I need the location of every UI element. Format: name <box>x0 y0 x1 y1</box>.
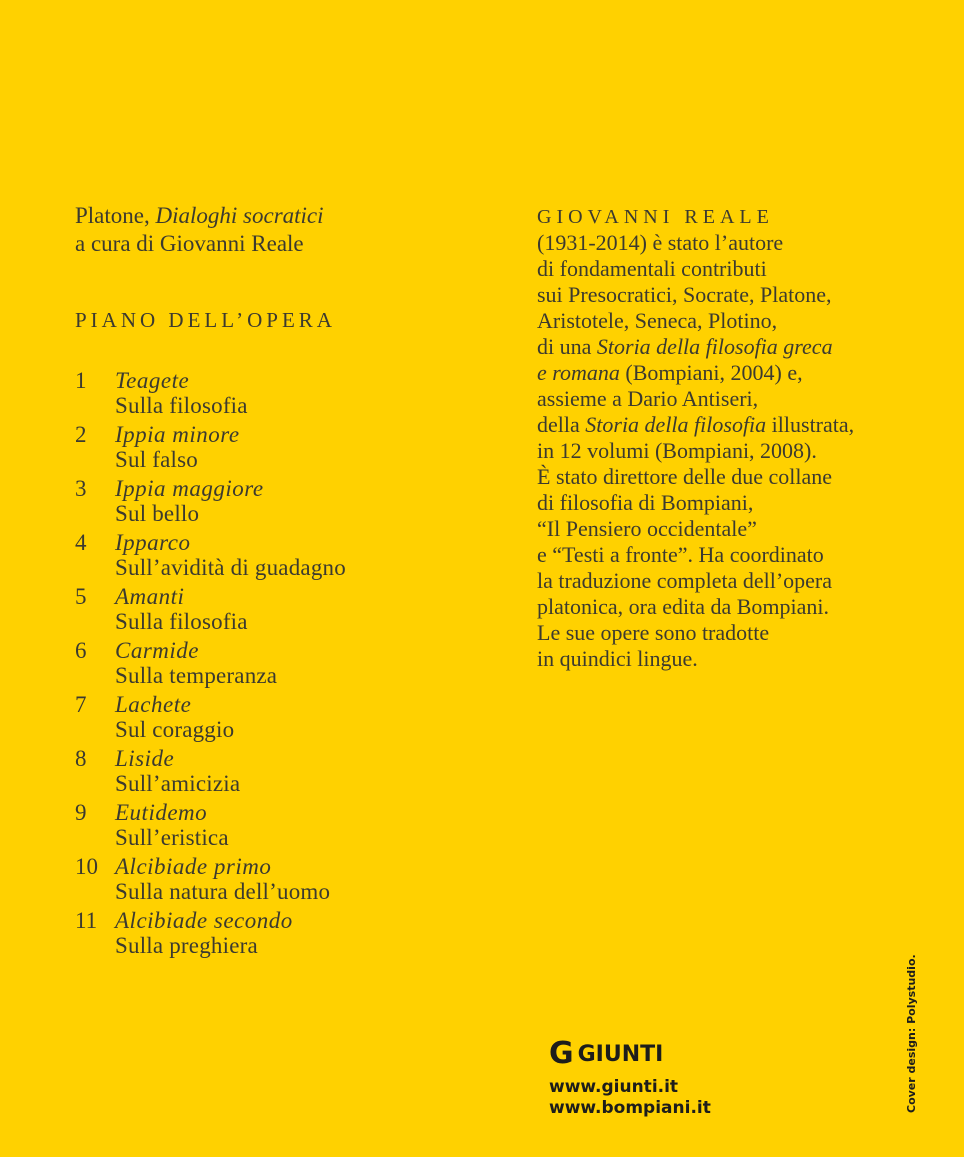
work-item <box>75 746 475 796</box>
work-number: 4 <box>75 530 87 555</box>
work-number: 7 <box>75 692 87 717</box>
work-number: 1 <box>75 368 87 393</box>
work-text <box>115 530 346 580</box>
giunti-g-logo-icon: G <box>549 1036 573 1071</box>
bio-line: (1931-2014) è stato l’autore <box>537 230 784 255</box>
bio-line: È stato direttore delle due collane <box>537 464 833 489</box>
work-item <box>75 908 475 958</box>
bio-line: assieme a Dario Antiseri, <box>537 386 759 411</box>
bio-line: di fondamentali contributi <box>537 256 767 281</box>
work-item <box>75 476 475 526</box>
work-subtitle: Sulla filosofia <box>115 609 248 634</box>
work-subtitle: Sulla preghiera <box>115 933 258 958</box>
work-subtitle: Sulla temperanza <box>115 663 278 688</box>
work-subtitle: Sull’avidità di guadagno <box>115 555 346 580</box>
work-text <box>115 692 234 742</box>
work-number: 10 <box>75 854 98 879</box>
work-item <box>75 422 475 472</box>
author-name: GIOVANNI REALE <box>537 206 774 228</box>
publisher-block <box>549 1036 711 1119</box>
work-text <box>115 422 240 472</box>
work-title: Eutidemo <box>115 800 208 825</box>
book-title <box>75 202 475 258</box>
work-title: Ipparco <box>115 530 191 555</box>
bio-line: Aristotele, Seneca, Plotino, <box>537 308 778 333</box>
publisher-logo <box>549 1036 711 1071</box>
work-subtitle: Sul falso <box>115 447 198 472</box>
cover-design-credit: Cover design: Polystudio. <box>905 954 918 1113</box>
work-title: Ippia maggiore <box>115 476 264 501</box>
work-title: Ippia minore <box>115 422 240 447</box>
work-text <box>115 584 248 634</box>
work-text <box>115 800 229 850</box>
bio-line: e romana (Bompiani, 2004) e, <box>537 360 803 385</box>
work-text <box>115 908 293 958</box>
work-item <box>75 368 475 418</box>
work-item <box>75 584 475 634</box>
work-number: 8 <box>75 746 87 771</box>
work-title: Amanti <box>115 584 185 609</box>
book-title-italic: Dialoghi socratici <box>155 203 324 228</box>
work-item <box>75 854 475 904</box>
work-title: Alcibiade primo <box>115 854 272 879</box>
work-title: Liside <box>115 746 175 771</box>
work-title: Alcibiade secondo <box>115 908 293 933</box>
work-title: Lachete <box>115 692 192 717</box>
bio-line: di filosofia di Bompiani, <box>537 490 754 515</box>
work-text <box>115 476 264 526</box>
work-text <box>115 854 330 904</box>
work-title: Carmide <box>115 638 199 663</box>
book-title-author: Platone, <box>75 203 156 228</box>
work-item <box>75 530 475 580</box>
work-text <box>115 638 277 688</box>
url-giunti: www.giunti.it <box>549 1077 679 1097</box>
work-number: 2 <box>75 422 87 447</box>
work-item <box>75 692 475 742</box>
work-number: 9 <box>75 800 87 825</box>
bio-line: “Il Pensiero occidentale” <box>537 516 757 541</box>
publisher-urls <box>549 1077 711 1119</box>
work-subtitle: Sulla filosofia <box>115 393 248 418</box>
work-number: 6 <box>75 638 87 663</box>
work-subtitle: Sull’eristica <box>115 825 229 850</box>
bio-line: della Storia della filosofia illustrata, <box>537 412 855 437</box>
works-list <box>75 368 475 958</box>
work-item <box>75 638 475 688</box>
bio-line: in 12 volumi (Bompiani, 2008). <box>537 438 817 463</box>
work-number: 3 <box>75 476 87 501</box>
publisher-name: GIUNTI <box>577 1041 664 1067</box>
author-bio <box>537 230 937 672</box>
right-column <box>537 204 937 672</box>
work-text <box>115 746 240 796</box>
work-title: Teagete <box>115 368 190 393</box>
book-title-editor: a cura di Giovanni Reale <box>75 231 304 256</box>
work-subtitle: Sulla natura dell’uomo <box>115 879 331 904</box>
work-item <box>75 800 475 850</box>
bio-line: Le sue opere sono tradotte <box>537 620 770 645</box>
work-text <box>115 368 248 418</box>
work-subtitle: Sull’amicizia <box>115 771 241 796</box>
section-title-piano-dell-opera: PIANO DELL’OPERA <box>75 308 336 332</box>
bottom-white-strip <box>0 1157 964 1165</box>
bio-line: e “Testi a fronte”. Ha coordinato <box>537 542 824 567</box>
url-bompiani: www.bompiani.it <box>549 1098 711 1118</box>
work-subtitle: Sul coraggio <box>115 717 235 742</box>
bio-line: la traduzione completa dell’opera <box>537 568 833 593</box>
work-number: 5 <box>75 584 87 609</box>
bio-line: platonica, ora edita da Bompiani. <box>537 594 830 619</box>
bio-line: sui Presocratici, Socrate, Platone, <box>537 282 832 307</box>
bio-line: di una Storia della filosofia greca <box>537 334 833 359</box>
bio-line: in quindici lingue. <box>537 646 698 671</box>
work-subtitle: Sul bello <box>115 501 200 526</box>
left-column <box>75 202 475 962</box>
work-number: 11 <box>75 908 98 933</box>
